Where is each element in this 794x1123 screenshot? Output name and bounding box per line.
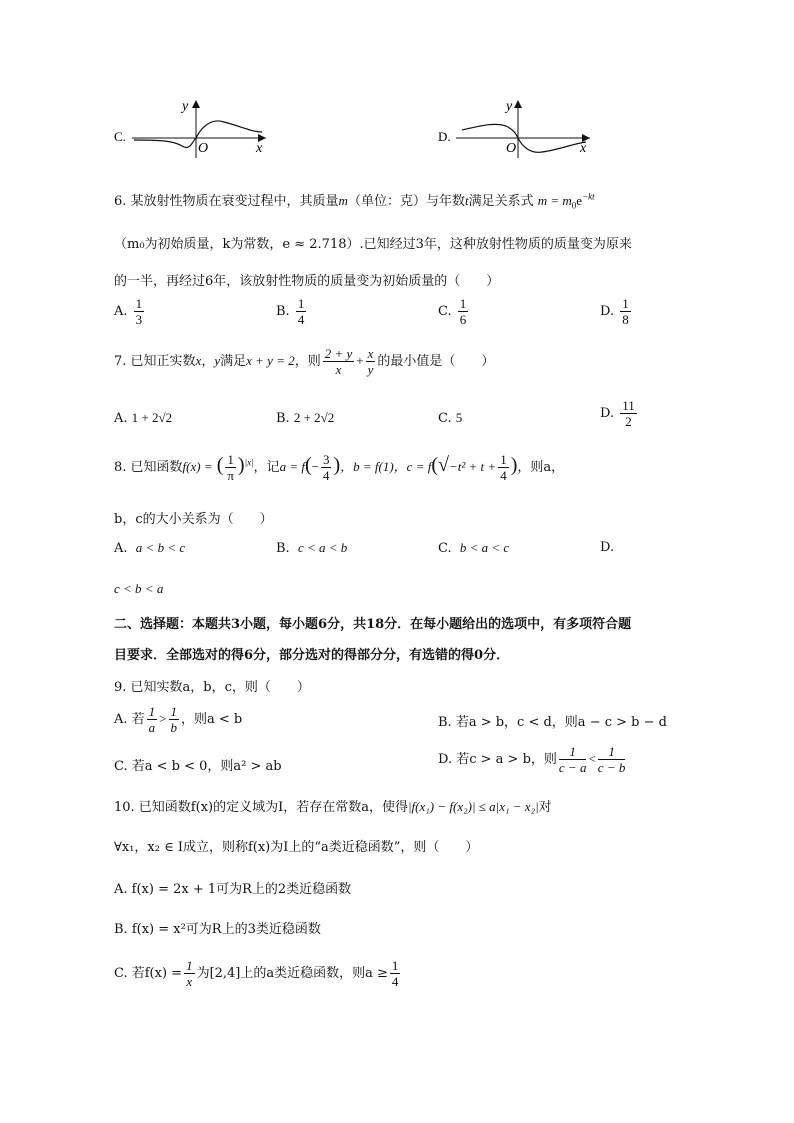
q7-frac1 bbox=[323, 346, 355, 377]
q7-option-d-num: 11 bbox=[622, 398, 635, 413]
graph-c bbox=[112, 96, 282, 162]
q9-a-pre: A. 若 bbox=[114, 712, 145, 727]
q8-fx: f(x) = bbox=[182, 459, 213, 474]
section2-line1: 二、选择题：本题共3小题，每小题6分，共18分．在每小题给出的选项中，有多项符合题 bbox=[114, 617, 632, 632]
q8-option-c-label: C. bbox=[438, 541, 452, 556]
q8-option-a-text: a < b < c bbox=[135, 540, 186, 555]
q7-frac1-den: x bbox=[335, 362, 342, 377]
q9-d-pre: D. 若c > a > b，则 bbox=[438, 752, 557, 767]
q6-option-d bbox=[600, 296, 633, 327]
q10-c-num1: 1 bbox=[186, 958, 193, 973]
q6-option-d-num: 1 bbox=[622, 296, 629, 311]
q8-option-b-text: c < a < b bbox=[297, 540, 348, 555]
q8-option-b bbox=[276, 540, 347, 556]
graph-d bbox=[436, 96, 606, 162]
q7-option-b bbox=[276, 410, 334, 426]
q9-stem: 9. 已知实数a，b，c，则（ ） bbox=[114, 680, 310, 695]
q7-y: y bbox=[214, 353, 221, 368]
q8-a-def: a = f bbox=[279, 459, 305, 474]
q7-option-a-label: A. bbox=[114, 411, 128, 426]
q9-d-den1: c − a bbox=[558, 760, 587, 775]
q10-option-b: B. f(x) = x²可为R上的3类近稳函数 bbox=[114, 922, 321, 937]
q8-base-num: 1 bbox=[227, 452, 234, 467]
q8-option-c-text: b < a < c bbox=[459, 540, 510, 555]
q6-option-c-den: 6 bbox=[459, 312, 467, 327]
q8-b-def: ，b = f(1)，c = f bbox=[340, 459, 432, 474]
q7-option-d-label: D. bbox=[600, 406, 615, 421]
graph-d-y: y bbox=[506, 99, 513, 114]
q6-line1-b: （单位：克）与年数 bbox=[347, 194, 465, 209]
q6-t: t bbox=[464, 193, 469, 208]
q10-c-den2: 4 bbox=[391, 974, 399, 989]
section2-line2: 目要求．全部选对的得6分，部分选对的得部分分，有选错的得0分． bbox=[114, 648, 510, 663]
q9-d-frac2 bbox=[598, 744, 626, 775]
q6-option-a-label: A. bbox=[114, 304, 128, 319]
q10-c-pre: C. 若f(x) = bbox=[114, 966, 183, 981]
q8-tail: ，则a， bbox=[517, 460, 565, 475]
q6-option-b-frac bbox=[296, 296, 307, 327]
q7-option-a-text: 1 + 2√2 bbox=[131, 410, 173, 425]
q6-option-c-frac bbox=[458, 296, 469, 327]
q6-option-c-num: 1 bbox=[459, 296, 467, 311]
q9-a-num1: 1 bbox=[148, 704, 156, 719]
q8-c-den: 4 bbox=[500, 468, 507, 483]
q9-option-d bbox=[438, 744, 627, 775]
q8-a-sign: − bbox=[311, 459, 319, 474]
q8-a-den: 4 bbox=[322, 468, 330, 483]
q9-a-den2: b bbox=[170, 720, 177, 735]
q8-a-num: 3 bbox=[322, 452, 330, 467]
q6-line1-a: 6. 某放射性物质在衰变过程中，其质量 bbox=[114, 194, 339, 209]
q8-option-a-label: A. bbox=[114, 541, 128, 556]
q7-option-d-den: 2 bbox=[625, 414, 632, 429]
q7-comma: ， bbox=[201, 354, 215, 369]
q7-frac1-num: 2 + y bbox=[324, 346, 353, 361]
graph-d-x: x bbox=[580, 141, 587, 156]
q7-frac2 bbox=[366, 346, 376, 377]
q7-option-a bbox=[114, 410, 172, 426]
q9-d-num2: 1 bbox=[598, 744, 626, 760]
q7-middle: 满足 bbox=[220, 354, 247, 369]
q10-line2: ∀x₁，x₂ ∈ I成立，则称f(x)为I上的“a类近稳函数”，则（ ） bbox=[114, 840, 479, 855]
graph-c-label: C. bbox=[114, 129, 126, 144]
graph-d-label: D. bbox=[438, 129, 451, 144]
q8-prefix: 8. 已知函数 bbox=[114, 460, 183, 475]
q10-c-frac2 bbox=[390, 958, 401, 989]
q8-c-num: 1 bbox=[500, 452, 507, 467]
q10-line1 bbox=[114, 796, 552, 815]
q8-base bbox=[225, 452, 236, 483]
q6-option-a bbox=[114, 296, 146, 327]
q6-m: m bbox=[338, 193, 348, 208]
q7-frac2-num: x bbox=[367, 346, 374, 361]
q10-c-frac1 bbox=[184, 958, 195, 989]
q8-c-inner: −t² + t + bbox=[448, 459, 497, 474]
q9-option-b: B. 若a > b，c < d，则a − c > b − d bbox=[438, 715, 667, 730]
q10-c-den1: x bbox=[186, 974, 193, 989]
q7-stem bbox=[114, 346, 494, 377]
q6-formula: m = m bbox=[537, 193, 572, 208]
q7-frac2-den: y bbox=[367, 362, 374, 377]
graph-c-x: x bbox=[256, 141, 263, 156]
q9-d-den2: c − b bbox=[597, 760, 626, 775]
q10-line1b: |f(x₁) − f(x₂)| ≤ a|x₁ − x₂| bbox=[407, 799, 539, 814]
q8-stem: 8. 已知函数f(x) = ( $\frac{1}{\pi}$ )$^{|x|}$，记a = f(− $\frac{3}{4}$ )，b = f(1)，c = f(√−t² + t + $\frac{1}{4}$ )，则a， bbox=[114, 452, 565, 483]
q6-line1 bbox=[114, 190, 595, 211]
q6-option-d-den: 8 bbox=[622, 312, 629, 327]
q9-d-frac1 bbox=[559, 744, 587, 775]
q8-paren-close: ) bbox=[237, 454, 245, 476]
q6-option-a-den: 3 bbox=[135, 312, 143, 327]
q8-a-frac bbox=[321, 452, 332, 483]
q8-line2: b，c的大小关系为（ ） bbox=[114, 512, 273, 527]
q6-option-a-frac bbox=[134, 296, 145, 327]
q6-formula-exp: −kt bbox=[582, 191, 595, 202]
q7-option-d-frac bbox=[620, 398, 637, 429]
q7-cond: x + y = 2 bbox=[246, 353, 295, 368]
q9-a-frac2 bbox=[169, 704, 180, 735]
q8-base-den: π bbox=[227, 468, 234, 483]
q6-option-d-frac bbox=[620, 296, 631, 327]
q9-a-post: ，则a < b bbox=[181, 712, 243, 727]
q10-option-c bbox=[114, 958, 402, 989]
q8-c-frac bbox=[498, 452, 509, 483]
q8-option-b-label: B. bbox=[276, 541, 290, 556]
q6-option-a-num: 1 bbox=[135, 296, 143, 311]
q8-option-a bbox=[114, 540, 185, 556]
q8-option-c bbox=[438, 540, 509, 556]
q6-line3: 的一半，再经过6年，该放射性物质的质量变为初始质量的（ ） bbox=[114, 274, 500, 289]
q7-option-c bbox=[438, 410, 462, 426]
q8-note: ，记 bbox=[253, 460, 280, 475]
q9-a-den1: a bbox=[148, 720, 156, 735]
q8-option-d-label: D. bbox=[600, 540, 615, 555]
q8-exp: |x| bbox=[244, 457, 254, 468]
q6-option-c-label: C. bbox=[438, 304, 452, 319]
graph-c-y: y bbox=[182, 99, 189, 114]
q6-option-b-den: 4 bbox=[297, 312, 305, 327]
q7-option-b-label: B. bbox=[276, 411, 290, 426]
q8-option-d bbox=[600, 540, 614, 555]
graph-c-o: O bbox=[198, 141, 209, 156]
q10-line1a: 10. 已知函数f(x)的定义域为I，若存在常数a，使得 bbox=[114, 800, 408, 815]
q7-option-d bbox=[600, 398, 639, 429]
q10-c-num2: 1 bbox=[391, 958, 399, 973]
q9-a-gt: > bbox=[159, 711, 167, 726]
q7-suffix: 的最小值是（ ） bbox=[377, 354, 495, 369]
q9-d-num1: 1 bbox=[559, 744, 587, 760]
graph-d-o: O bbox=[506, 141, 517, 156]
q7-plus: + bbox=[356, 353, 364, 368]
q9-a-frac1 bbox=[147, 704, 158, 735]
q6-line2: （m₀为初始质量，k为常数，e ≈ 2.718）.已知经过3年，这种放射性物质的质量变为原来 bbox=[114, 237, 632, 252]
q10-line1c: 对 bbox=[538, 800, 552, 815]
q6-option-b-num: 1 bbox=[297, 296, 305, 311]
q8-option-d-text: c < b < a bbox=[114, 581, 164, 596]
q7-option-c-label: C. bbox=[438, 411, 452, 426]
q7-option-c-text: 5 bbox=[455, 410, 463, 425]
q8-paren-open: ( bbox=[216, 454, 224, 476]
q7-then: ，则 bbox=[294, 354, 321, 369]
q6-option-d-label: D. bbox=[600, 304, 615, 319]
q6-line1-c: 满足关系式 bbox=[468, 194, 534, 209]
q7-prefix: 7. 已知正实数 bbox=[114, 354, 196, 369]
q9-a-num2: 1 bbox=[170, 704, 177, 719]
q9-option-a bbox=[114, 704, 242, 735]
q9-d-lt: < bbox=[588, 751, 596, 766]
q7-x: x bbox=[195, 353, 202, 368]
q6-option-b bbox=[276, 296, 308, 327]
q10-option-a: A. f(x) = 2x + 1可为R上的2类近稳函数 bbox=[114, 882, 352, 897]
q6-formula-e: e bbox=[576, 193, 583, 208]
q6-formula-sub: 0 bbox=[571, 200, 577, 211]
q10-c-mid: 为[2,4]上的a类近稳函数，则a ≥ bbox=[196, 966, 388, 981]
q9-option-c: C. 若a < b < 0，则a² > ab bbox=[114, 759, 282, 774]
q7-option-b-text: 2 + 2√2 bbox=[293, 410, 335, 425]
q6-option-c bbox=[438, 296, 470, 327]
q6-option-b-label: B. bbox=[276, 304, 290, 319]
